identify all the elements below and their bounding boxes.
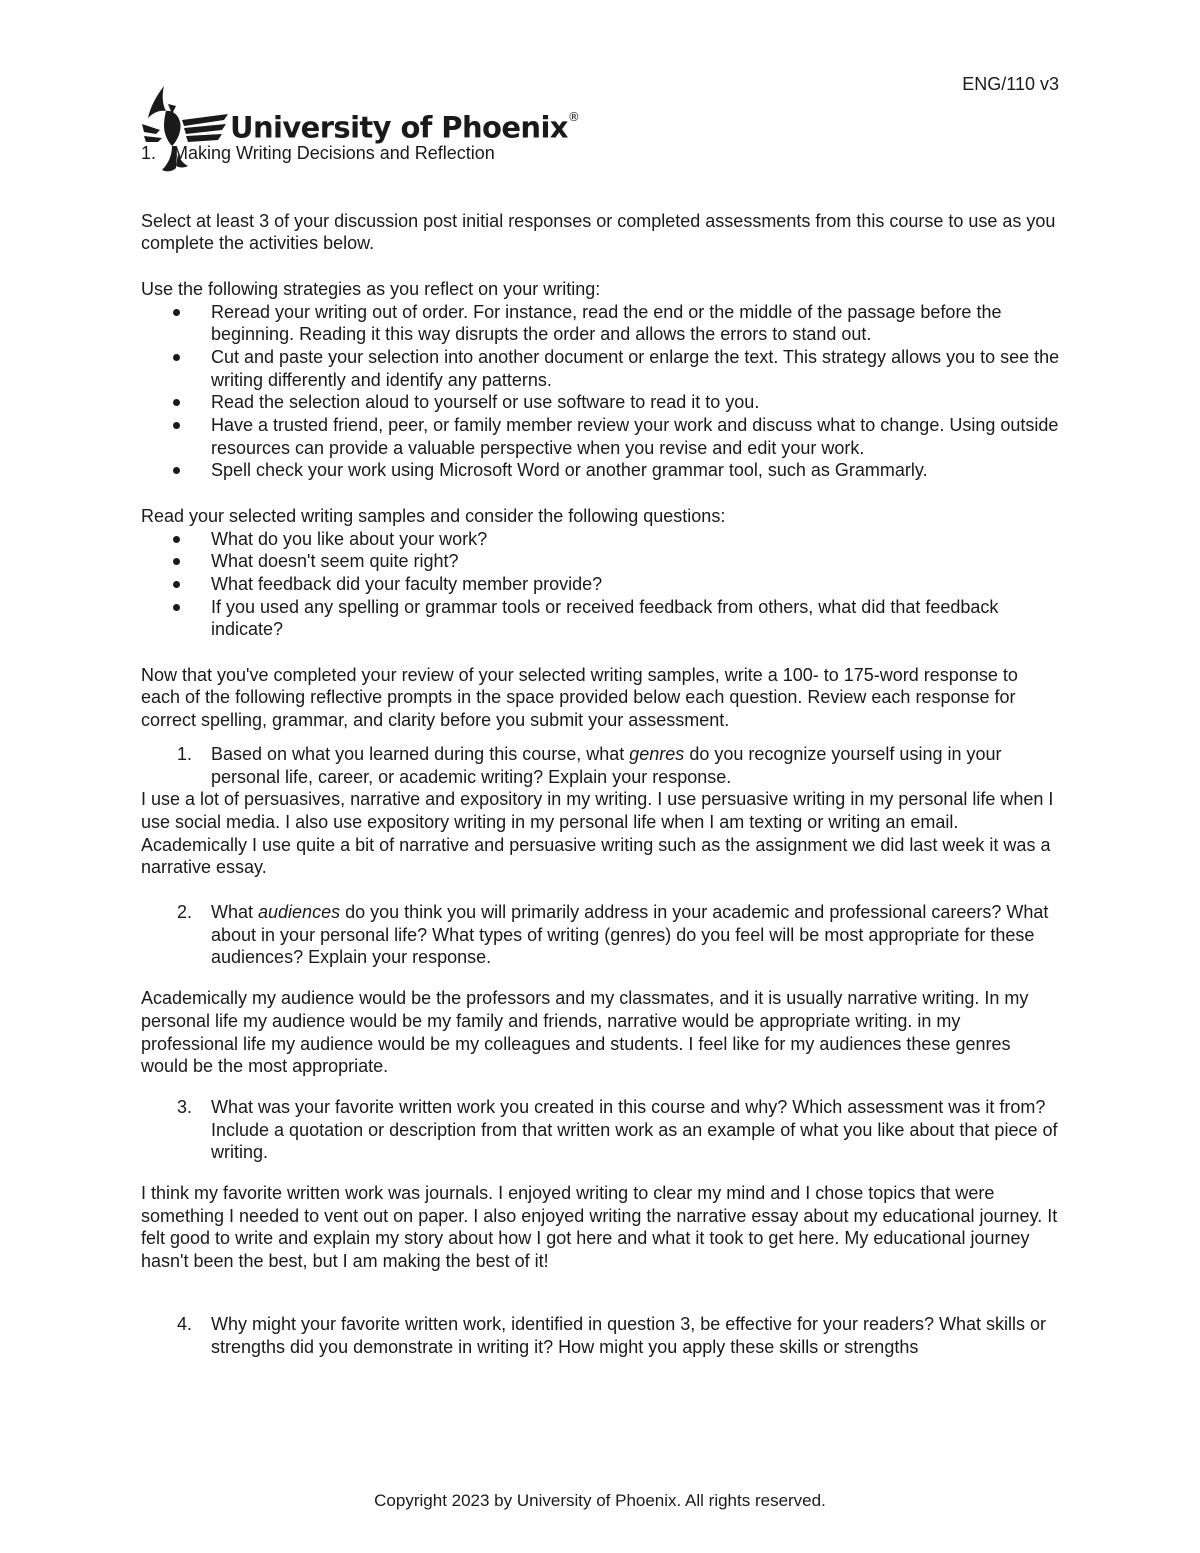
prompt-number: 1. (177, 743, 193, 764)
document-body (141, 142, 1061, 1358)
section-number: 1. (141, 143, 157, 163)
prompt-number: 2. (177, 902, 193, 923)
answer-2: Academically my audience would be the professors and my classmates, and it is usually narrative writing. In my personal life my audience would be my family and friends, narrative would be appropriate writing. in my professional life my audience would be my colleagues and students. I feel like for my audiences these genres would be the most appropriate. (141, 988, 1029, 1077)
brand-wordmark (230, 110, 580, 145)
course-code: ENG/110 v3 (962, 74, 1059, 94)
prompt-number: 4. (177, 1313, 193, 1334)
strategies-lead: Use the following strategies as you reflect on your writing: (141, 278, 601, 299)
list-item: What feedback did your faculty member provide? (211, 573, 1061, 596)
answer-3: I think my favorite written work was journals. I enjoyed writing to clear my mind and I chose topics that were something I needed to vent out on paper. I also enjoyed writing the narrative essay about my educational journey. It felt good to write and explain my story about how I got here and what it took to get here. My educational journey hasn't been the best, but I am making the best of it! (141, 1183, 1058, 1272)
registered-mark: ® (567, 110, 580, 124)
copyright-footer: Copyright 2023 by University of Phoenix. All rights reserved. (374, 1491, 826, 1510)
section-heading (141, 142, 1061, 165)
intro-paragraph: Select at least 3 of your discussion post initial responses or completed assessments from this course to use as you complete the activities below. (141, 210, 1056, 254)
prompt-3: 3. What was your favorite written work you created in this course and why? Which assessment was it from? Include a quotation or description from that written work as an example of what you like about that piece of writing. (177, 1096, 1058, 1163)
prompt-4: 4. Why might your favorite written work, identified in question 3, be effective for your readers? What skills or strengths did you demonstrate in writing it? How might you apply these skills or strengths (177, 1313, 1047, 1357)
bullet-icon (173, 309, 180, 316)
list-item: If you used any spelling or grammar tools or received feedback from others, what did that feedback indicate? (211, 596, 1061, 641)
bullet-icon (173, 467, 180, 474)
prompt-number: 3. (177, 1096, 193, 1117)
instructions-paragraph: Now that you've completed your review of your selected writing samples, write a 100- to 175-word response to each of the following reflective prompts in the space provided below each question. Review each response for correct spelling, grammar, and clarity before you submit your assessment. (141, 664, 1018, 731)
bullet-icon (173, 399, 180, 406)
list-item: Reread your writing out of order. For instance, read the end or the middle of the passage before the beginning. Reading it this way disrupts the order and allows the errors to stand out. (211, 301, 1061, 346)
bullet-icon (173, 581, 180, 588)
list-item: Read the selection aloud to yourself or use software to read it to you. (211, 391, 1061, 414)
bullet-icon (173, 604, 180, 611)
questions-lead: Read your selected writing samples and consider the following questions: (141, 505, 726, 526)
list-item: Cut and paste your selection into another document or enlarge the text. This strategy allows you to see the writing differently and identify any patterns. (211, 346, 1061, 391)
bullet-icon (173, 536, 180, 543)
strategies-list (141, 301, 1061, 483)
questions-list (141, 528, 1061, 642)
list-item: What doesn't seem quite right? (211, 550, 1061, 573)
bullet-icon (173, 422, 180, 429)
prompt-2: 2. What audiences do you think you will primarily address in your academic and professional careers? What about in your personal life? What types of writing (genres) do you feel will be most appropriate for these audiences? Explain your response. (177, 902, 1049, 968)
list-item: Spell check your work using Microsoft Word or another grammar tool, such as Grammarly. (211, 459, 1061, 482)
brand-name: University of Phoenix (230, 110, 568, 145)
bullet-icon (173, 354, 180, 361)
prompt-1: 1. Based on what you learned during this course, what genres do you recognize yourself using in your personal life, career, or academic writing? Explain your response. (177, 743, 1002, 787)
list-item: Have a trusted friend, peer, or family member review your work and discuss what to change. Using outside resources can provide a valuable perspective when you revise and edit your work. (211, 414, 1061, 459)
list-item: What do you like about your work? (211, 528, 1061, 551)
section-title: Making Writing Decisions and Reflection (173, 143, 495, 163)
bullet-icon (173, 558, 180, 565)
answer-1: I use a lot of persuasives, narrative and expository in my writing. I use persuasive writing in my personal life when I use social media. I also use expository writing in my personal life when I am texting or writing an email. Academically I use quite a bit of narrative and persuasive writing such as the assignment we did last week it was a narrative essay. (141, 789, 1054, 878)
